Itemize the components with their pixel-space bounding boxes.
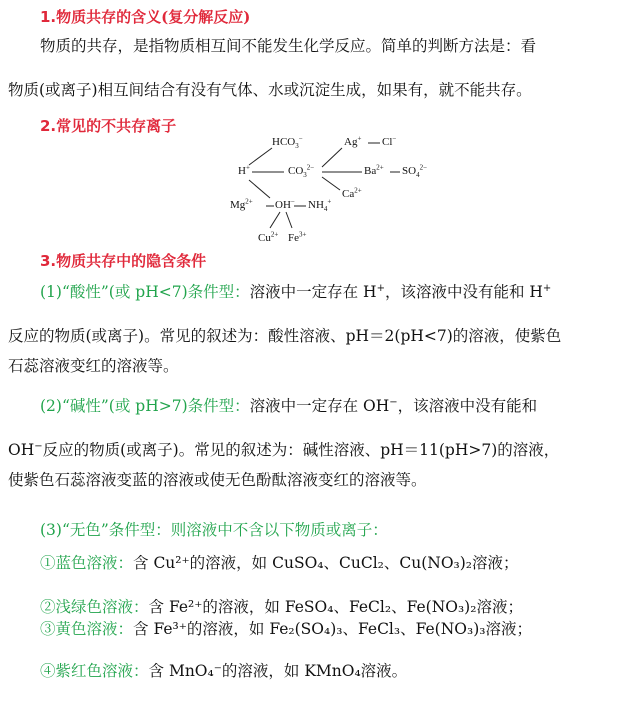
ion-fe: $Fe^{3+}$ <box>288 230 307 244</box>
ion-mg: $Mg^{2+}$ <box>230 197 253 211</box>
ion-so4: $SO_4^{2-}$ <box>402 163 428 180</box>
base-text1: 溶液中一定存在 OH <box>249 397 390 415</box>
acid-line4: 石蕊溶液变红的溶液等。 <box>8 357 179 375</box>
blue-line <box>40 553 519 573</box>
yellow-line <box>40 619 532 639</box>
ion-diagram <box>222 132 432 254</box>
line-co3-ag <box>322 148 342 167</box>
section3-heading: 3.物质共存中的隐含条件 <box>40 252 207 270</box>
section1-line1: 物质的共存，是指物质相互间不能发生化学反应。简单的判断方法是：看 <box>40 37 537 55</box>
yellow-label: ③黄色溶液： <box>40 620 134 638</box>
ion-cl: Cl− <box>382 134 397 148</box>
ion-ca: $Ca^{2+}$ <box>342 186 362 200</box>
line-oh-fe <box>286 212 292 228</box>
lightgreen-text: 含 Fe²⁺的溶液，如 FeSO₄、FeCl₂、Fe(NO₃)₂溶液； <box>148 598 523 616</box>
ion-diagram-lines <box>222 132 432 254</box>
section1-line2: 物质(或离子)相互间结合有没有气体、水或沉淀生成，如果有，就不能共存。 <box>8 81 532 99</box>
line-oh-cu <box>270 212 280 228</box>
ion-nh4: $NH_4^+$ <box>308 197 332 214</box>
line-co3-ca <box>322 177 340 190</box>
acid-line1: (1)“酸性”(或 pH<7)条件型：溶液中一定存在 H+，该溶液中没有能和 H+ <box>40 282 552 301</box>
purple-text: 含 MnO₄⁻的溶液，如 KMnO₄溶液。 <box>148 662 408 680</box>
section1-heading <box>40 6 250 27</box>
lightgreen-label: ②浅绿色溶液： <box>40 598 149 616</box>
acid-label: (1)“酸性”(或 pH<7)条件型： <box>40 283 250 301</box>
ion-hco3: $HCO_3^-$ <box>272 134 303 151</box>
colorless-label: (3)“无色”条件型：则溶液中不含以下物质或离子： <box>40 521 388 539</box>
ion-h: H+ <box>238 163 250 177</box>
section1-heading-text: 1.物质共存的含义 <box>40 8 162 26</box>
base-text3b: 反应的物质(或离子)。常见的叙述为：碱性溶液、pH＝11(pH>7)的溶液， <box>42 441 560 459</box>
purple-label: ④紫红色溶液： <box>40 662 149 680</box>
ion-co3: $CO_3^{2-}$ <box>288 163 315 180</box>
base-text3a: OH <box>8 441 35 459</box>
base-label: (2)“碱性”(或 pH>7)条件型： <box>40 397 250 415</box>
acid-text1: 溶液中一定存在 H <box>249 283 377 301</box>
purple-line <box>40 661 407 681</box>
base-line3: OH−反应的物质(或离子)。常见的叙述为：碱性溶液、pH＝11(pH>7)的溶液， <box>8 440 560 459</box>
ion-ba: $Ba^{2+}$ <box>364 163 384 177</box>
blue-label: ①蓝色溶液： <box>40 554 134 572</box>
acid-text2: ，该溶液中没有能和 H <box>384 283 543 301</box>
lightgreen-line <box>40 597 523 617</box>
line-h-hco3 <box>249 148 272 165</box>
ion-cu: $Cu^{2+}$ <box>258 230 279 244</box>
yellow-text: 含 Fe³⁺的溶液，如 Fe₂(SO₄)₃、FeCl₃、Fe(NO₃)₃溶液； <box>133 620 532 638</box>
line-h-oh <box>249 180 270 198</box>
ion-ag: Ag+ <box>344 134 362 148</box>
blue-text: 含 Cu²⁺的溶液，如 CuSO₄、CuCl₂、Cu(NO₃)₂溶液； <box>133 554 519 572</box>
base-line1: (2)“碱性”(或 pH>7)条件型：溶液中一定存在 OH−，该溶液中没有能和 <box>40 396 538 415</box>
acid-line3: 反应的物质(或离子)。常见的叙述为：酸性溶液、pH＝2(pH<7)的溶液，使紫色 <box>8 327 562 345</box>
base-text2: ，该溶液中没有能和 <box>397 397 538 415</box>
section1-heading-paren: (复分解反应) <box>161 8 251 26</box>
ion-oh: OH− <box>275 197 295 211</box>
base-line4: 使紫色石蕊溶液变蓝的溶液或使无色酚酞溶液变红的溶液等。 <box>8 471 427 489</box>
section2-heading: 2.常见的不共存离子 <box>40 117 177 135</box>
